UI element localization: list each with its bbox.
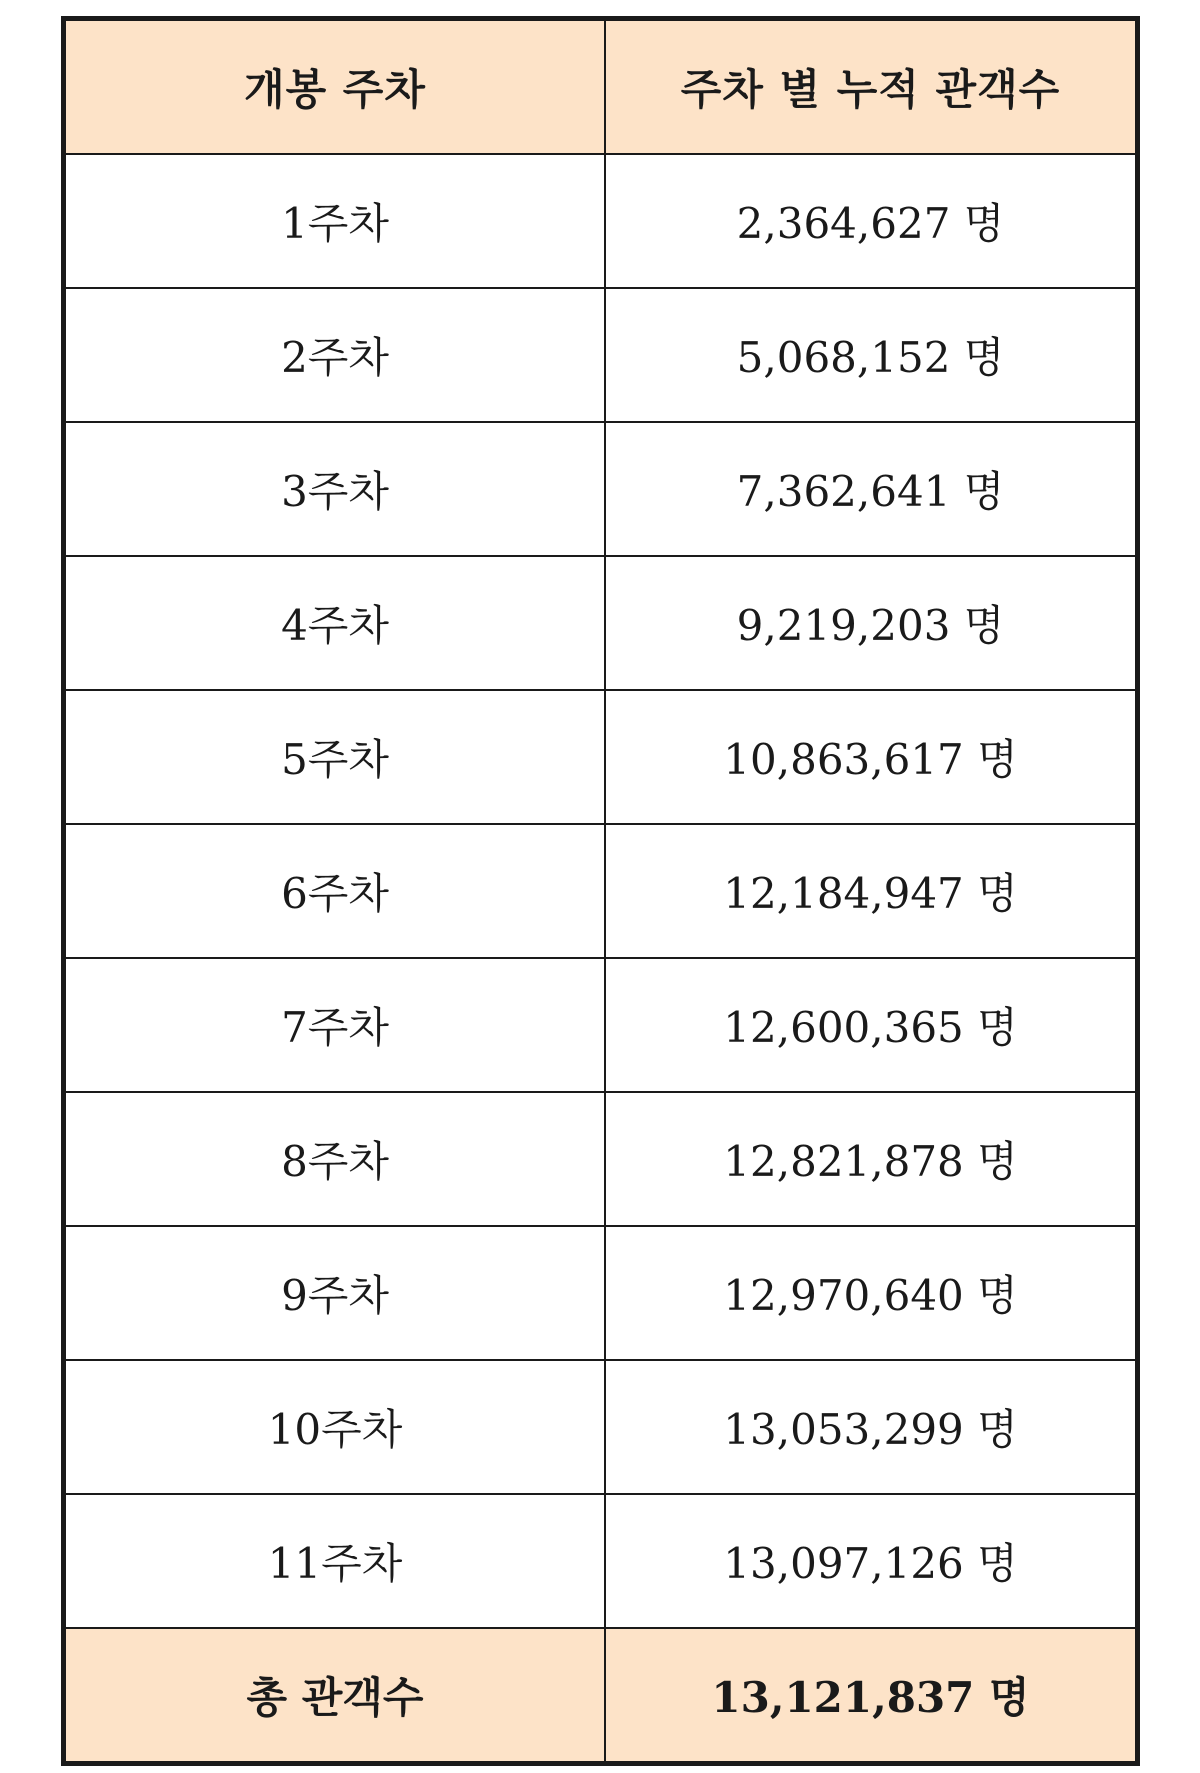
total-label: 총 관객수 xyxy=(65,1628,605,1762)
week-cell: 1주차 xyxy=(65,154,605,288)
total-row xyxy=(65,1628,1136,1762)
audience-cell: 5,068,152 명 xyxy=(605,288,1136,422)
table-row xyxy=(65,958,1136,1092)
week-cell: 9주차 xyxy=(65,1226,605,1360)
column-header-week: 개봉 주차 xyxy=(65,20,605,154)
weekly-audience-table xyxy=(64,19,1137,1763)
table-row xyxy=(65,690,1136,824)
table-header-row xyxy=(65,20,1136,154)
audience-cell: 12,821,878 명 xyxy=(605,1092,1136,1226)
week-cell: 10주차 xyxy=(65,1360,605,1494)
audience-cell: 9,219,203 명 xyxy=(605,556,1136,690)
audience-cell: 7,362,641 명 xyxy=(605,422,1136,556)
table-row xyxy=(65,1494,1136,1628)
week-cell: 8주차 xyxy=(65,1092,605,1226)
audience-cell: 12,970,640 명 xyxy=(605,1226,1136,1360)
audience-cell: 2,364,627 명 xyxy=(605,154,1136,288)
total-value: 13,121,837 명 xyxy=(605,1628,1136,1762)
audience-table xyxy=(61,16,1140,1766)
week-cell: 6주차 xyxy=(65,824,605,958)
table-row xyxy=(65,1360,1136,1494)
table-row xyxy=(65,288,1136,422)
table-row xyxy=(65,422,1136,556)
audience-cell: 10,863,617 명 xyxy=(605,690,1136,824)
week-cell: 4주차 xyxy=(65,556,605,690)
week-cell: 7주차 xyxy=(65,958,605,1092)
audience-cell: 12,600,365 명 xyxy=(605,958,1136,1092)
table-row xyxy=(65,1226,1136,1360)
column-header-audience: 주차 별 누적 관객수 xyxy=(605,20,1136,154)
week-cell: 2주차 xyxy=(65,288,605,422)
audience-cell: 13,053,299 명 xyxy=(605,1360,1136,1494)
table-row xyxy=(65,1092,1136,1226)
table-row xyxy=(65,154,1136,288)
week-cell: 3주차 xyxy=(65,422,605,556)
week-cell: 11주차 xyxy=(65,1494,605,1628)
audience-cell: 12,184,947 명 xyxy=(605,824,1136,958)
audience-cell: 13,097,126 명 xyxy=(605,1494,1136,1628)
table-row xyxy=(65,556,1136,690)
week-cell: 5주차 xyxy=(65,690,605,824)
table-row xyxy=(65,824,1136,958)
